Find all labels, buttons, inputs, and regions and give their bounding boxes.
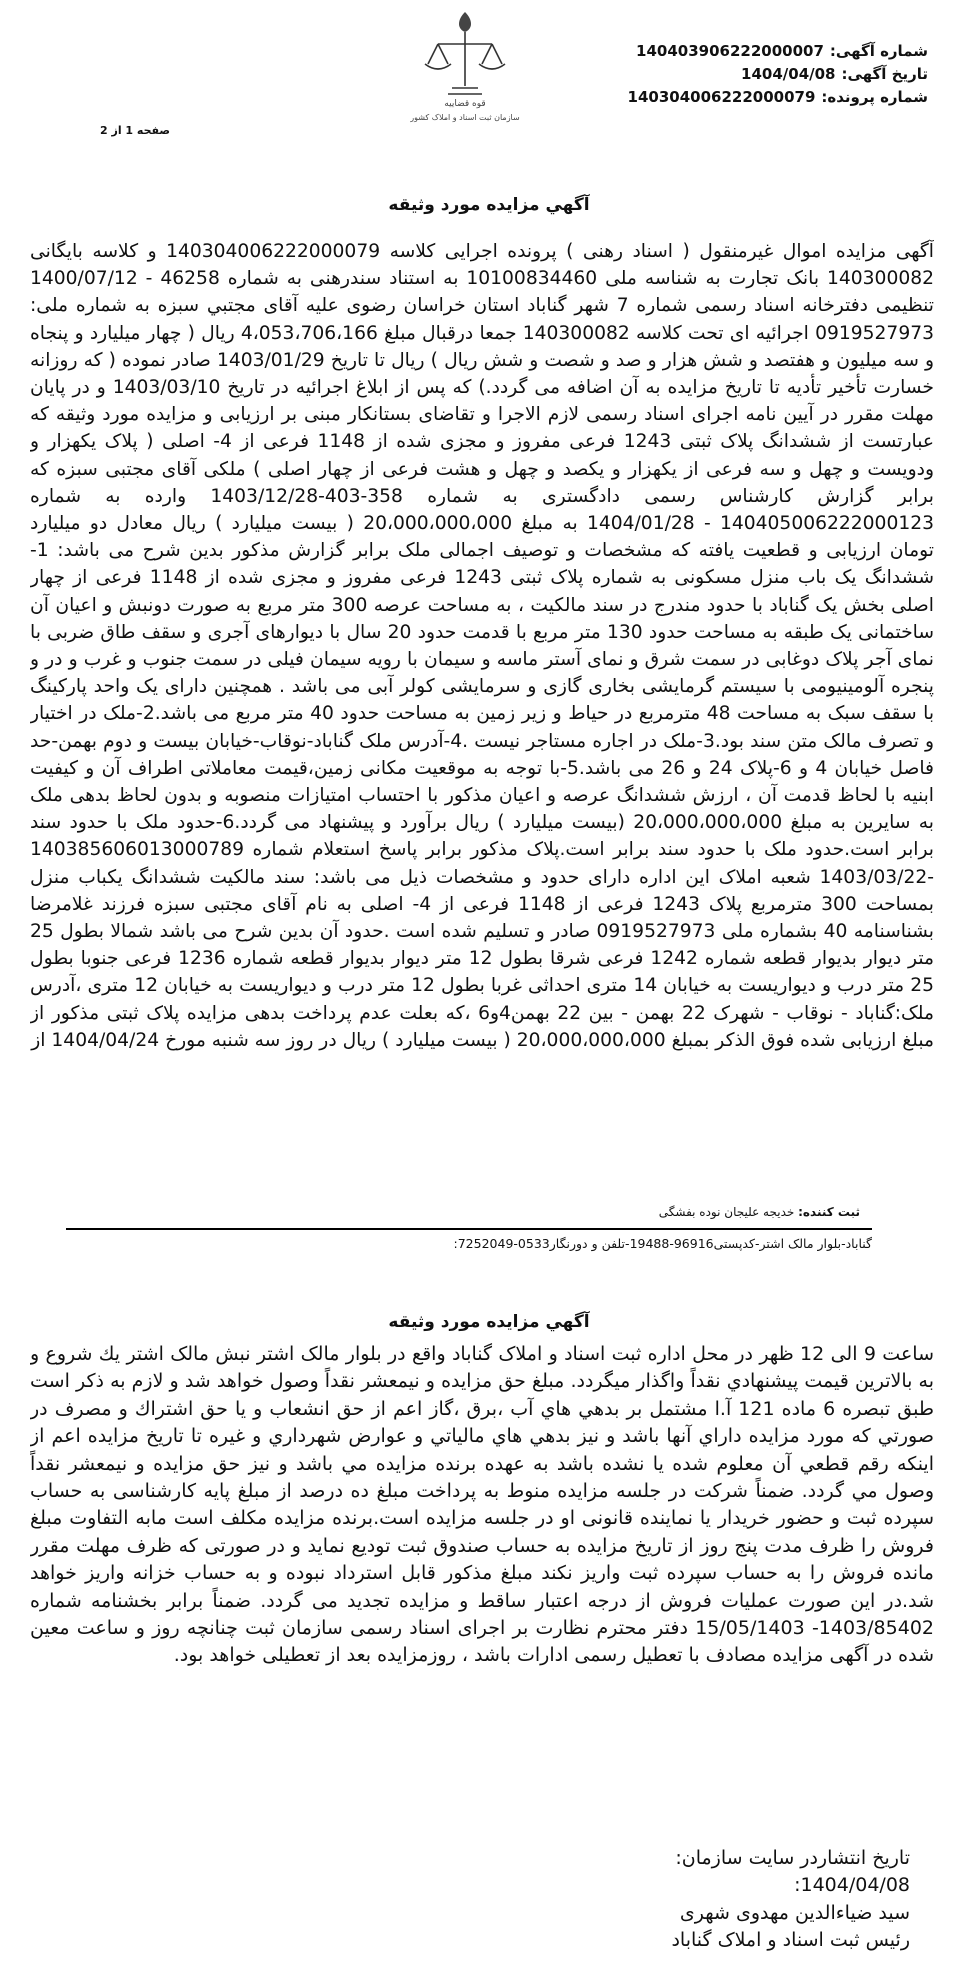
emblem-caption-bottom: سازمان ثبت اسناد و املاک کشور	[410, 113, 520, 122]
closing-block	[500, 1845, 910, 1955]
notice-number: 140403906222000007	[636, 42, 824, 60]
notice-date-label: تاریخ آگهی:	[841, 65, 928, 83]
signer-line	[520, 1205, 860, 1219]
notice-number-row	[598, 40, 928, 63]
page-indicator: صفحه 1 از 2	[100, 124, 171, 137]
signer-label: ثبت کننده:	[798, 1205, 860, 1219]
section2-title: آگهي مزايده مورد وثيقه	[388, 1312, 590, 1332]
notice-date-row	[598, 63, 928, 86]
emblem-caption-top: قوه قضاییه	[444, 99, 486, 109]
file-number-label: شماره پرونده:	[821, 88, 928, 106]
publish-label: تاریخ انتشاردر سایت سازمان:	[675, 1847, 910, 1869]
section1-title: آگهي مزايده مورد وثيقه	[388, 195, 590, 215]
divider	[66, 1228, 872, 1230]
publish-date: 1404/04/08:	[794, 1874, 910, 1897]
signer-name: خدیجه علیجان نوده بفشگی	[658, 1205, 795, 1219]
section2-body: ساعت 9 الی 12 ظهر در محل اداره ثبت اسناد و املاک گناباد واقع در بلوار مالک اشتر نبش مالک اشتر یك شروع و به بالاترين قيمت پيشنهادي نقداً واگذار ميگردد. مبلغ حق مزايده و نيمعشر نقداً وصول خواهد شد و لازم به ذكر است طبق تبصره 6 ماده 121 آ.ا مشتمل بر بدهي هاي آب ،برق ،گاز اعم از حق انشعاب و يا حق اشتراك و مصرف در صورتي كه مورد مزايده داراي آنها باشد و نيز بدهي هاي مالياتي و عوارض شهرداري و غيره تا تاريخ مزايده اعم از اينكه رقم قطعي آن معلوم شده يا نشده باشد به عهده برنده مزايده مي باشد و نيز حق مزايده و نيمعشر نقداً وصول مي گردد. ضمناً شركت در جلسه مزايده منوط به پرداخت مبلغ ده درصد از مبلغ پایه کارشناسی به حساب سپرده ثبت و حضور خریدار یا نماینده قانونی او در جلسه مزایده است.برنده مزایده مکلف است مابه التفاوت مبلغ فروش را ظرف مدت پنج روز از تاریخ مزایده به حساب صندوق ثبت تودیع نماید و در صورتی که ظرف مهلت مقرر مانده فروش را به حساب سپرده ثبت واریز نکند مبلغ مذکور قابل استرداد نبوده و به حساب خزانه واریز خواهد شد.در این صورت عملیات فروش از درجه اعتبار ساقط و مزایده تجدید می گردد. ضمناً برابر بخشنامه شماره 1403/85402- 15/05/1403 دفتر محترم نظارت بر اجرای اسناد رسمی سازمان ثبت چنانچه روز و ساعت معین شده در آگهی مزایده مصادف با تعطیل رسمی ادارات باشد ، روزمزایده بعد از تعطیلی خواهد بود.	[30, 1343, 934, 1667]
notice-number-label: شماره آگهی:	[829, 42, 928, 60]
file-number: 140304006222000079	[627, 88, 816, 106]
section1-body: آگهی مزایده اموال غیرمنقول ( اسناد رهنی ) پرونده اجرایی کلاسه 140304006222000079 و کلاسه بایگانی 140300082 بانک تجارت به شناسه ملی 10100834460 به استناد سندرهنی به شماره 46258 - 1400/07/12 تنظیمی دفترخانه اسناد رسمی شماره 7 شهر گناباد استان خراسان رضوی علیه آقای مجتبي سبزه به شماره ملی: 0919527973 اجرائیه ای تحت کلاسه 140300082 جمعا درقبال مبلغ 4،053،706،166 ریال ( چهار میلیارد و پنجاه و سه میلیون و هفتصد و شش هزار و صد و شصت و شش ریال ) ریال تا تاریخ 1403/01/29 صادر نموده ( که روزانه خسارت تأخیر تأدیه تا تاریخ مزایده به آن اضافه می گردد.) که پس از ابلاغ اجرائیه در تاریخ 1403/03/10 و در پایان مهلت مقرر در آیین نامه اجرای اسناد رسمی لازم الاجرا و تقاضای بستانکار مبنی بر ارزیابی و مزایده مورد وثیقه که عبارتست از ششدانگ پلاک ثبتی 1243 فرعی مفروز و مجزی شده از 1148 فرعی از 4- اصلی ( پلاک یکهزار و ودویست و چهل و سه فرعی از یکهزار و یکصد و چهل و هشت فرعی از چهار اصلی ) ملکی آقای مجتبی سبزه که برابر گزارش کارشناس رسمی دادگستری به شماره 358-403-1403/12/28 وارده به شماره 140405006222000123 - 1404/01/28 به مبلغ 20،000،000،000 ( بیست میلیارد ) ریال معادل دو میلیارد تومان ارزیابی و قطعیت یافته که مشخصات و توصیف اجمالی ملک برابر گزارش مذکور بدین شرح می باشد: 1-ششدانگ یک باب منزل مسکونی به شماره پلاک ثبتی 1243 فرعی مفروز و مجزی شده از 1148 فرعی از چهار اصلی بخش یک گناباد با حدود مندرج در سند مالکیت ، به مساحت عرصه 300 متر مربع به صورت دونبش و اعیان آن ساختمانی یک طبقه به مساحت حدود 130 متر مربع با قدمت حدود 20 سال با دیوارهای آجری و سقف طاق ضربی با نمای آجر پلاک دوغابی در سمت شرق و نمای آستر ماسه و سیمان با رویه سیمان فیلی در سمت جنوب و غرب و در و پنجره آلومینیومی با سیستم گرمایشی بخاری گازی و سرمایشی کولر آبی می باشد . همچنین دارای یک واحد پارکینگ با سقف سبک به مساحت 48 مترمربع در حیاط و زیر زمین به مساحت حدود 40 متر مربع می باشد.2-ملک در اختیار و تصرف مالک متن سند بود.3-ملک در اجاره مستاجر نیست .4-آدرس ملک گناباد-نوقاب-خیابان بیست و دوم بهمن-حد فاصل خیابان 4 و 6-پلاک 24 و 26 می باشد.5-با توجه به موقعیت مکانی زمین،قیمت معاملاتی اطراف آن و کیفیت ابنیه با لحاظ قدمت آن ، ارزش ششدانگ عرصه و اعیان مذکور با احتساب امتیازات منصوبه و بدون لحاظ بدهی ملک به سایرین به مبلغ 20،000،000،000 (بیست میلیارد ) ریال برآورد و پیشنهاد می گردد.6-حدود ملک با حدود سند برابر است.حدود ملک با حدود سند برابر است.پلاک مذکور برابر پاسخ استعلام شماره 140385606013000789 -1403/03/22 شعبه املاک این اداره دارای حدود و مشخصات ذیل می باشد: سند مالکیت ششدانگ یکباب منزل بمساحت 300 مترمربع پلاک 1243 فرعی از 1148 فرعی از 4- اصلی به نام آقای مجتبی سبزه فرزند غلامرضا بشناسنامه 40 بشماره ملی 0919527973 صادر و تسلیم شده است .حدود آن بدین شرح می باشد شمالا بطول 25 متر دیوار بدیوار قطعه شماره 1242 فرعی شرقا بطول 12 متر دیوار بدیوار قطعه شماره 1236 فرعی جنوبا بطول 25 متر درب و دیواریست به خیابان 14 متری احداثی غربا بطول 12 متر درب و دیواریست به خیابان 12 متری ،آدرس ملک:گناباد - نوقاب - شهرک 22 بهمن - بین 22 بهمن4و6 ،که بعلت عدم پرداخت بدهی مزایده پلاک ثبتی مذکور از مبلغ ارزیابی شده فوق الذکر بمبلغ 20،000،000،000 ( بیست میلیارد ) ریال در روز سه شنبه مورخ 1404/04/24 از	[30, 241, 934, 1051]
file-number-row	[598, 86, 928, 109]
scales-of-justice-icon	[410, 8, 520, 128]
official-name: سید ضیاءالدین مهدوی شهری	[679, 1901, 910, 1924]
notice-date: 1404/04/08	[741, 65, 836, 83]
footer-address: گناباد-بلوار مالک اشتر-کدپستی96916-19488-تلفن و دورنگار0533-7252049:	[453, 1236, 872, 1251]
notice-meta	[598, 40, 928, 109]
publish-line	[500, 1845, 910, 1872]
official-title: رئیس ثبت اسناد و املاک گناباد	[671, 1929, 910, 1952]
